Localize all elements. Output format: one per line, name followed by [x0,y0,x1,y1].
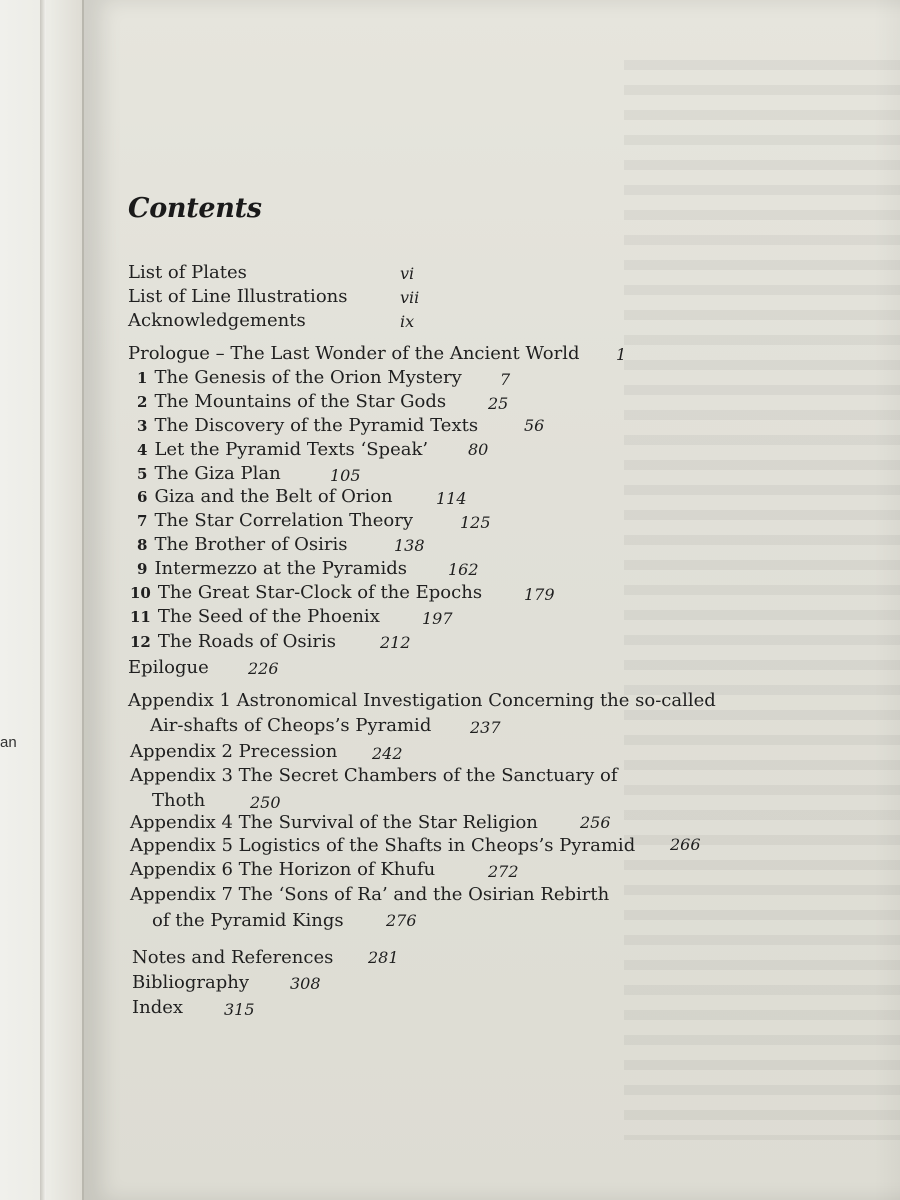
toc-entry-list-of-line-illustrations [128,286,347,308]
toc-appendix-3-continued [152,790,205,812]
toc-entry-epilogue [128,657,209,679]
toc-page-number: 125 [460,513,491,532]
toc-appendix-6 [130,859,435,881]
toc-entry-title: Notes and References [132,947,334,968]
chapter-title: The Giza Plan [154,463,281,484]
appendix-title-line: Air-shafts of Cheops’s Pyramid [150,715,432,736]
appendix-title-line: Thoth [152,790,206,811]
toc-appendix-5 [130,835,635,857]
chapter-number: 10 [130,584,151,602]
chapter-title: Let the Pyramid Texts ‘Speak’ [154,439,429,460]
chapter-number: 7 [137,512,148,530]
toc-chapter-4 [137,439,428,461]
chapter-title: Intermezzo at the Pyramids [154,558,407,579]
show-through-texture [624,60,900,1140]
left-page [0,0,84,1200]
appendix-title-line: Appendix 7 The ‘Sons of Ra’ and the Osirian Rebirth [130,884,610,905]
toc-chapter-5 [137,463,281,485]
toc-chapter-3 [137,415,478,437]
appendix-title-line: Appendix 2 Precession [130,741,338,762]
toc-entry-list-of-plates [128,262,247,284]
toc-appendix-1 [128,690,716,712]
toc-entry-bibliography [132,972,249,994]
toc-chapter-11 [130,606,380,628]
toc-page-number: 56 [524,416,545,435]
chapter-number: 5 [137,465,148,483]
toc-page-number: 266 [670,835,701,854]
toc-appendix-2 [130,741,337,763]
toc-appendix-1-continued [150,715,431,737]
chapter-number: 4 [137,441,148,459]
chapter-title: The Brother of Osiris [154,534,348,555]
toc-page-number: vi [400,264,415,283]
toc-page-number: 315 [224,1000,255,1019]
toc-entry-acknowledgements [128,310,306,332]
toc-entry-title: Epilogue [128,657,209,678]
toc-page-number: 226 [248,659,279,678]
toc-entry-title: List of Plates [128,262,247,283]
chapter-title: The Great Star-Clock of the Epochs [157,582,483,603]
toc-page-number: 256 [580,813,611,832]
toc-chapter-12 [130,631,336,653]
toc-entry-title: List of Line Illustrations [128,286,348,307]
chapter-title: The Roads of Osiris [157,631,337,652]
appendix-title-line: Appendix 6 The Horizon of Khufu [130,859,436,880]
chapter-number: 6 [137,488,148,506]
toc-entry-notes-and-references [132,947,333,969]
appendix-title-line: Appendix 1 Astronomical Investigation Concerning the so-called [128,690,716,711]
toc-page-number: 308 [290,974,321,993]
toc-page-number: 272 [488,862,519,881]
toc-page-number: 1 [616,345,627,364]
toc-chapter-7 [137,510,413,532]
toc-page-number: 138 [394,536,425,555]
toc-appendix-4 [130,812,538,834]
toc-page-number: 250 [250,793,281,812]
appendix-title-line: of the Pyramid Kings [152,910,344,931]
toc-page-number: 179 [524,585,555,604]
appendix-title-line: Appendix 3 The Secret Chambers of the Sanctuary of [130,765,618,786]
toc-entry-title: Bibliography [132,972,249,993]
chapter-number: 3 [137,417,148,435]
toc-page-number: ix [400,312,415,331]
chapter-title: The Discovery of the Pyramid Texts [154,415,479,436]
chapter-title: Giza and the Belt of Orion [154,486,393,507]
toc-entry-title: Acknowledgements [128,310,306,331]
toc-page-number: 237 [470,718,501,737]
toc-entry-title: Index [132,997,184,1018]
toc-page-number: 105 [330,466,361,485]
appendix-title-line: Appendix 4 The Survival of the Star Religion [130,812,538,833]
toc-page-number: 25 [488,394,509,413]
toc-entry-title: Prologue – The Last Wonder of the Ancient World [128,343,580,364]
toc-page-number: 114 [436,489,467,508]
toc-chapter-2 [137,391,446,413]
chapter-number: 9 [137,560,148,578]
chapter-number: 8 [137,536,148,554]
toc-appendix-7 [130,884,609,906]
toc-chapter-6 [137,486,393,508]
toc-appendix-3 [130,765,617,787]
toc-page-number: 80 [468,440,489,459]
toc-page-number: 162 [448,560,479,579]
toc-page-number: 281 [368,948,399,967]
chapter-title: The Seed of the Phoenix [157,606,380,627]
toc-page-number: 276 [386,911,417,930]
chapter-number: 11 [130,608,151,626]
toc-appendix-7-continued [152,910,344,932]
chapter-title: The Mountains of the Star Gods [154,391,447,412]
toc-page-number: 242 [372,744,403,763]
toc-page-number: 197 [422,609,453,628]
toc-entry-prologue [128,343,579,365]
toc-chapter-9 [137,558,407,580]
chapter-title: The Star Correlation Theory [154,510,413,531]
chapter-title: The Genesis of the Orion Mystery [154,367,462,388]
toc-page-number: vii [400,288,420,307]
toc-chapter-10 [130,582,482,604]
toc-chapter-8 [137,534,347,556]
page-edge [40,0,46,1200]
appendix-title-line: Appendix 5 Logistics of the Shafts in Cheops’s Pyramid [130,835,636,856]
toc-page-number: 212 [380,633,411,652]
chapter-number: 12 [130,633,151,651]
toc-entry-index [132,997,183,1019]
page-shadow [874,0,900,1200]
chapter-number: 2 [137,393,148,411]
toc-chapter-1 [137,367,462,389]
left-page-text-fragment: an [0,734,17,751]
page-title: Contents [128,193,262,224]
chapter-number: 1 [137,369,148,387]
toc-page-number: 7 [500,370,511,389]
